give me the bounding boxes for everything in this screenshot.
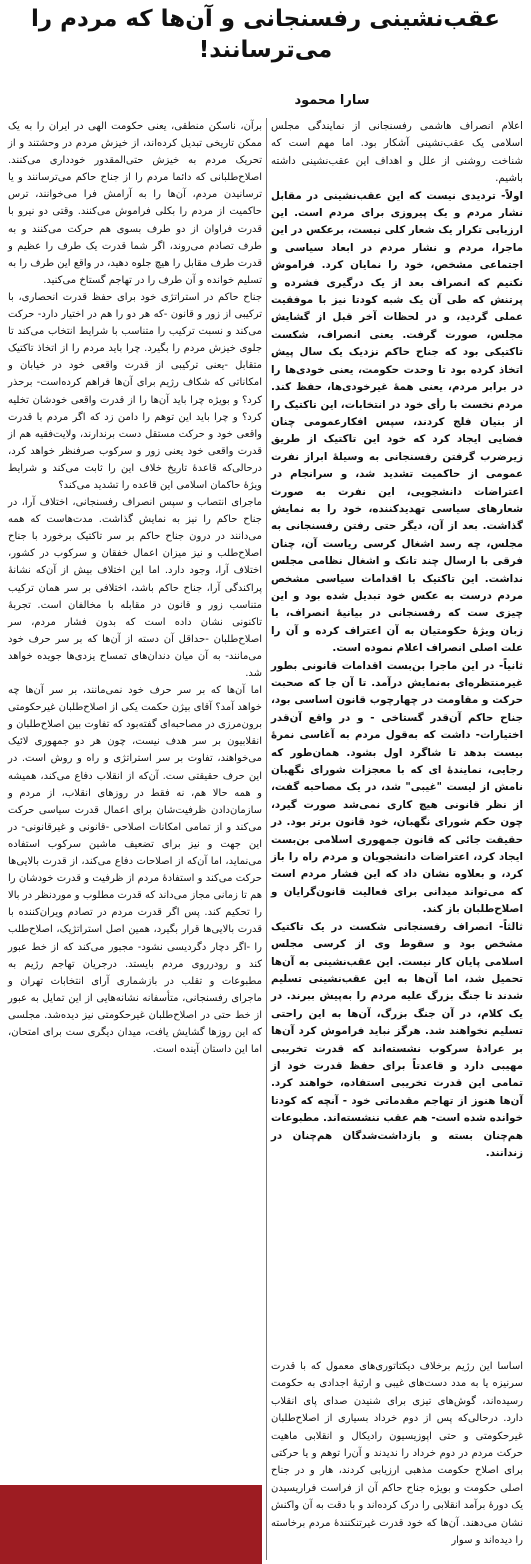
first-text: تردیدی نیست که این عقب‌نشینی در مقابل نشار مردم و یک پیروزی برای مردم است. این ارزیابی تکرار یک شعار کلی نیست، برعکس در این ماجرا، مردم و نشار مردم در ابعاد سیاسی و اجتماعی مشخص، خود را نمایان کرد. فراموش نکنیم که انصراف بعد از یک درگیری فشرده و پرتنش که طی آن یک شبه کودتا نیز با موفقیت عملی گردید، و در لحظات آخر قبل از گشایش مجلس، صورت گرفت. یعنی انصراف، شکست تاکتیکی بود که جناح حاکم نزدیک یک سال پیش اتخاذ کرده بود تا وحدت حکومت، یعنی خودی‌ها را در برابر مردم، یعنی همهٔ غیرخودی‌ها، حفظ کند. مردم نخست با رأی خود در انتخابات، این تاکتیک را از بنیان فلج کردند، سپس افکارعمومی چنان فضایی ایجاد کرد که خود این تاکتیک از طریق زیرضرب گرفتن رفسنجانی به وسیلهٔ ابراز نفرت عمومی از حاکمیت تشدید شد، و سرانجام در اعتراضات دانشجویی، این نفرت به صورت شعارهای سیاسی تهدیدکننده، خود را به نمایش گذاشت. بعد از آن، دیگر حتی رفتن رفسنجانی به مجلس، چه رسد اشغال کرسی ریاست آن، چنان فرقی با ارسال چند تانک و اشغال نظامی مجلس نداشت. این تاکتیک با اقدامات سیاسی مشخص مردم درست به عکس خود تبدیل شده بود و این چیزی ست که رفسنجانی در بیانیهٔ انصراف، با زبان ویژهٔ حکومتیان به آن اعتراف کرده و آن را علت اصلی انصراف اعلام نموده است.: [271, 189, 523, 655]
closing-paragraph: اساسا این رژیم برخلاف دیکتاتوری‌های معمول که با قدرت سرنیزه یا به مدد دست‌های غیبی و ارثیهٔ اجدادی به حکومت رسیده‌اند، گوش‌های تیزی برای شنیدن صدای پای انقلاب دارد. درحالی‌که پس از دوم خرداد بسیاری از اصلاح‌طلبان غیرحکومتی و حتی اپوزیسیون رادیکال و انقلابی ماهیت حرکت مردم در دوم خرداد را ندیدند و آن‌را توهم و یا حرکتی برای اصلاح حکومت مذهبی ارزیابی کردند، هار و در جناح اصلی حکومت و بویژه جناح حاکم آن از فراست فراریسیدن یک دورهٔ برآمد انقلابی را درک کرده‌اند و با دقت به آن واکنش نشان می‌دهند. آن‌ها که خود قدرت غیرتنکنندهٔ مردم برخاسته را دیده‌اند و سوار: [271, 1361, 523, 1547]
left-paragraph-4: اما آن‌ها که بر سر حرف خود نمی‌مانند، بر سر آن‌ها چه خواهد آمد؟ آقای بیژن حکمت یکی از اصلاح‌طلبان غیرحکومتی برون‌مرزی در مصاحبه‌ای گفته‌بود که تفاوت بین اصلاح‌طلبان و انقلابیون بر سر هدف نیست، چون هر دو جمهوری لائیک می‌خواهند، تفاوت بر سر استراتژی و راه و روش است. در این حرف حقیقتی ست. آن‌که از انقلاب دفاع می‌کند، همیشه و همه حالا هم، نه فقط در روزهای انقلاب، از مردم و سازمان‌دادن ظرفیت‌شان برای اعمال قدرت سیاسی حرکت می‌کند و از تمامی امکانات اصلاحی -قانونی و غیرقانونی- در این جهت و نیز برای تضعیف ماشین سرکوب استفاده می‌نماید، اما آن‌که از اصلاحات دفاع می‌کند، از قدرت بالایی‌ها حرکت می‌کند و استفادهٔ مردم از ظرفیت و قدرت خودشان را هم تا زمانی مجاز می‌داند که قدرت مطلوب و موردنظر در بالا را تحکیم کند. پس اگر قدرت مردم در تصادم ویران‌کننده با قدرت بالایی‌ها قرار بگیرد، همین اصل استراتژیک، اصلاح‌طلب را -اگر دچار دگردیسی نشود- مجبور می‌کند که از خط عبور کند و رودرروی مردم بایستد. درجریان تهاجم رژیم به مطبوعات و تقلب در بازشماری آرای انتخابات تهران و ماجرای رفسنجانی، متأسفانه نشانه‌هایی از این تمایل به عبور از خط حتی در اصلاح‌طلبان غیرحکومتی نیز دیده‌شد. مجلسی که این روزها گشایش یافت، میدان دیگری ست برای امتحان، اما این داستان آینده است.: [8, 685, 262, 1056]
first-label: اولاً-: [501, 189, 523, 202]
right-column-bottom: [271, 1358, 523, 1549]
right-column: [271, 118, 523, 1162]
left-paragraph-1: برآن، ناسکن منطقی، یعنی حکومت الهی در ایران را به یک ممکن تاریخی تبدیل کرده‌اند، از خیزش مردم در وحشتند و از تحریک مردم به خیزش حتی‌المقدور خودداری می‌کنند. اصلاح‌طلبانی که دائما مردم را از جناح حاکم می‌ترسانند و یا ترسانیدن مردم، آن‌ها را به آرامش فرا می‌خوانند، ترس حاکمیت از مردم را بکلی فراموش می‌کنند. وقتی دو نیرو با قدرت فراوان از دو طرف بسوی هم حرکت می‌کنند و به طرف تصادم می‌روند، اگر شما قدرت یک طرف را عظیم و قدرت طرف مقابل را هیچ جلوه دهید، در واقع این طرف را به تسلیم خوانده و آن طرف را در تهاجم گستاخ می‌کنید.: [8, 121, 262, 286]
third-label: ثالثاً-: [499, 920, 523, 933]
left-column: [8, 118, 262, 1058]
second-text: در این ماجرا بن‌بست اقدامات قانونی بطور غیرمنتظره‌ای به‌نمایش درآمد. تا آن جا که صحبت حرکت و مقاومت در چهارچوب قانون اساسی بود، جناح حاکم آن‌قدر گستاخی - و در واقع آن‌قدر اختیارات- داشت که به‌قول مردم به آغاسی نمرهٔ بیست بدهد تا شاگرد اول بشود. همان‌طور که رجایی، نمایندهٔ ای که با معجزات شورای نگهبان نامش از لیست "غیبی" شد، در یک مصاحبه گفت، از نظر قانونی هیچ کاری نمی‌شد صورت گیرد، چون حکم شورای نگهبان، خود قانون برتر بود. در حقیقت جائی که قانون جمهوری اسلامی بن‌بست ایجاد کرد، اعتراضات دانشجویان و مردم راه را باز کرد، و بعلاوه نشان داد که این فشار مردم است که می‌تواند میدانی برای فعالیت قانون‌گرایان و اصلاح‌طلبان باز کند.: [271, 659, 523, 916]
author-name: سارا محمود: [294, 93, 370, 108]
second-label: ثانیاً-: [499, 659, 523, 672]
paragraph-second: [271, 658, 523, 919]
paragraph-first: [271, 188, 523, 658]
third-text: انصراف رفسنجانی شکست در یک تاکتیک مشخص بود و سقوط وی از کرسی مجلس اسلامی پایان کار نیست. این عقب‌نشینی به آن‌ها تحمیل شد، اما آن‌ها به این عقب‌نشینی تسلیم شدند تا جنگ بزرگ علیه مردم را به‌پیش ببرند. در یک کلام، در آن جنگ بزرگ، آن‌ها به این راحتی تسلیم نخواهند شد. هرگز نباید فراموش کرد آن‌ها بر عرادهٔ سرکوب نشسته‌اند که قدرت تخریبی مهیبی دارد و قاعدتاً برای حفظ قدرت خود از تمامی این قدرت تخریبی استفاده، خواهند کرد. آن‌ها هنوز از تهاجم مقدماتی خود - آنچه که کودتا خوانده شده است- هم عقب ننشسته‌اند. مطبوعات هم‌چنان بسته و بازداشت‌شدگان هم‌چنان در زندانند.: [271, 920, 523, 1159]
column-divider: [266, 118, 267, 1560]
paragraph-third: [271, 919, 523, 1163]
article-title: عقب‌نشینی رفسنجانی و آن‌ها که مردم را می‌ترسانند!: [30, 6, 500, 63]
left-paragraph-3: ماجرای انتصاب و سپس انصراف رفسنجانی، اختلاف آرا، در جناح حاکم را نیز به نمایش گذاشت. مدت‌هاست که همه می‌دانند در درون جناح حاکم بر سر تاکتیک برخورد با جناح اصلاح‌طلب و نیز میزان اعمال خفقان و سرکوب در کشور، اختلاف آرا، وجود دارد. اما این اختلاف بیش از آن‌که نشانهٔ پراکندگی آرا، جناح حاکم باشد، اختلافی بر سر همان ترکیب متناسب زور و قانون در مقابله با مخالفان است. تجربهٔ تاکنونی نشان داده است که بدون فشار مردم، سر اصلاح‌طلبان -حداقل آن دسته از آن‌ها که بر سر حرف خود می‌مانند- به آن میان دندان‌های تمساح یزدی‌ها جویده خواهد شد.: [8, 497, 262, 679]
left-paragraph-2: جناح حاکم در استراتژی خود برای حفظ قدرت انحصاری، با ترکیبی از زور و قانون -که هر دو را هم در اختیار دارد- حرکت می‌کند و نسبت ترکیب را متناسب با شرایط انتخاب می‌کند تا جلوی خیزش مردم را بگیرد. چرا باید مردم را از اتخاذ تاکتیک متقابل -یعنی ترکیبی از قدرت واقعی خود در خیابان و امکاناتی که شکاف رژیم برای آن‌ها فراهم کرده‌است- برحذر کرد؟ و بویژه چرا باید آن‌ها را از قدرت واقعی خودشان تخلیه کرد؟ و چرا باید این توهم را دامن زد که اگر مردم با قدرت واقعی خود و حرکت مستقل دست برندارند، ولایت‌فقیه هم از قدرت واقعی خود یعنی زور و سرکوب صرفنظر خواهد کرد، درحالی‌که قاعدهٔ تاریخ خلاف این را ثابت می‌کند و شرایط ویژهٔ حاکمان اسلامی این قاعده را تشدید می‌کند؟: [8, 291, 262, 491]
intro-paragraph: اعلام انصراف هاشمی رفسنجانی از نمایندگی مجلس اسلامی یک عقب‌نشینی آشکار بود. اما مهم است که شناخت روشنی از علل و اهداف این عقب‌نشینی داشته باشیم.: [271, 120, 523, 185]
decorative-red-block: [0, 1485, 262, 1564]
